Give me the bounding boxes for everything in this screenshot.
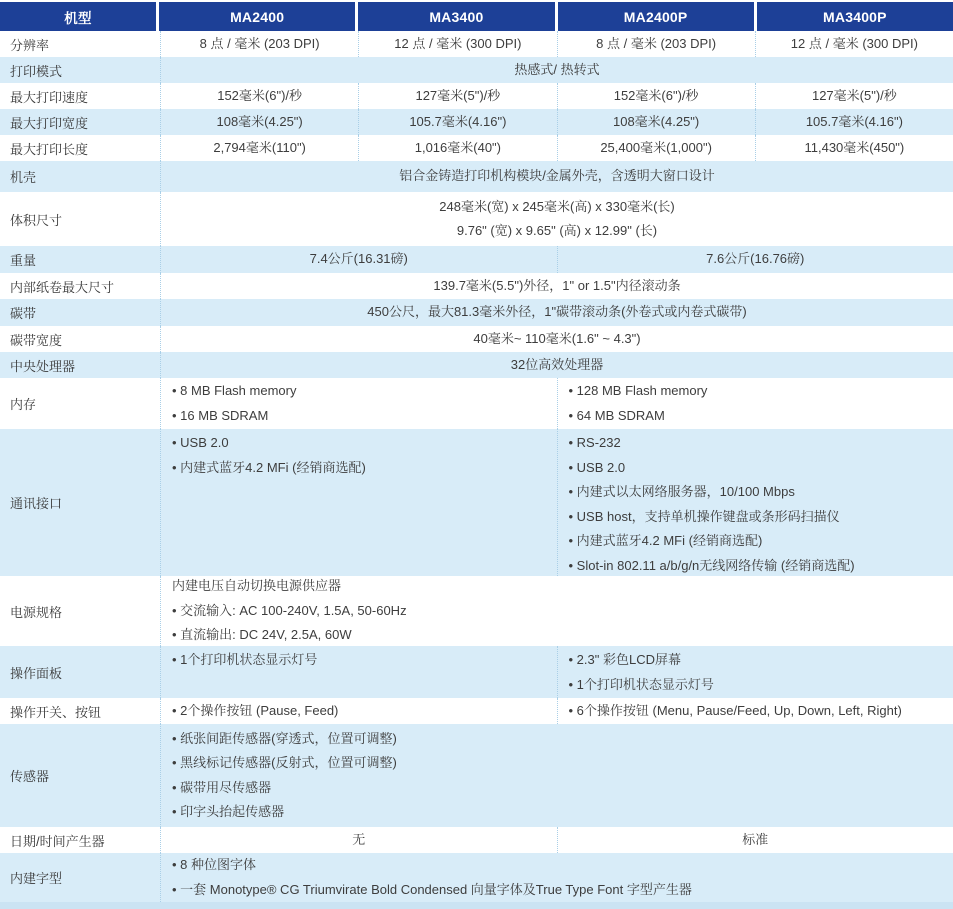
cell-line: • 内建式以太网络服务器，10/100 Mbps [568, 484, 795, 499]
row-label: 通讯接口 [10, 496, 63, 511]
cell-line: 105.7毫米(4.16") [409, 113, 507, 129]
spec-cell [160, 246, 557, 273]
cell-line: 8 点 / 毫米 (203 DPI) [199, 35, 320, 51]
spec-cell [755, 83, 953, 109]
cell-line: • 8 种位图字体 [172, 857, 257, 872]
header-cell-model-label: 机型 [0, 2, 156, 31]
cell-line: 248毫米(宽) x 245毫米(高) x 330毫米(长) [439, 198, 675, 214]
spec-cell [160, 352, 953, 378]
spec-cell [160, 192, 953, 246]
cell-line: 铝合金铸造打印机构模块/金属外壳，含透明大窗口设计 [399, 168, 715, 184]
spec-cell [160, 299, 953, 326]
cell-line: 2,794毫米(110") [213, 139, 306, 155]
spec-cell [358, 31, 556, 57]
cell-line: 内建电压自动切换电源供应器 [172, 578, 342, 594]
cell-line: • USB 2.0 [172, 435, 229, 450]
spec-cell [755, 31, 953, 57]
cell-line: 7.4公斤(16.31磅) [309, 251, 408, 267]
row-label: 内存 [10, 397, 37, 412]
row-label: 碳带 [10, 306, 37, 321]
spec-cell [358, 109, 556, 135]
table-row [0, 724, 953, 827]
spec-cell [557, 109, 755, 135]
table-row [0, 378, 953, 429]
table-row [0, 192, 953, 246]
spec-cell [160, 83, 358, 109]
spec-cell [160, 161, 953, 192]
cell-line: 152毫米(6")/秒 [613, 87, 699, 103]
spec-cell [160, 326, 953, 352]
spec-cell [755, 109, 953, 135]
cell-line: • 直流输出: DC 24V, 2.5A, 60W [172, 627, 352, 643]
spec-cell [160, 853, 953, 902]
cell-line: 25,400毫米(1,000") [600, 139, 712, 155]
cell-line: 108毫米(4.25") [612, 113, 700, 129]
cell-line: • 碳带用尽传感器 [172, 779, 272, 795]
cell-line: 127毫米(5")/秒 [811, 87, 897, 103]
row-label: 分辨率 [10, 37, 50, 53]
cell-line: 9.76" (宽) x 9.65" (高) x 12.99" (长) [456, 223, 658, 238]
row-label: 碳带宽度 [10, 332, 63, 348]
row-label: 内部纸卷最大尺寸 [10, 279, 115, 295]
spec-cell [358, 83, 556, 109]
header-cell-ma3400: MA3400 [358, 2, 554, 31]
spec-cell [160, 429, 557, 576]
table-row [0, 31, 953, 57]
cell-line: 热感式/ 热转式 [514, 61, 600, 77]
cell-line: 450公尺，最大81.3毫米外径，1"碳带滚动条(外卷式或内卷式碳带) [367, 304, 747, 320]
table-row [0, 135, 953, 161]
cell-line: 12 点 / 毫米 (300 DPI) [790, 35, 918, 51]
row-label: 操作面板 [10, 665, 63, 681]
table-row [0, 57, 953, 83]
row-label: 最大打印宽度 [10, 115, 89, 131]
table-row [0, 576, 953, 646]
row-label: 内建字型 [10, 871, 63, 886]
cell-line: 127毫米(5")/秒 [415, 87, 501, 103]
cell-line: 7.6公斤(16.76磅) [706, 251, 805, 267]
table-row [0, 853, 953, 902]
header-cell-ma2400: MA2400 [159, 2, 355, 31]
cell-line: 8 点 / 毫米 (203 DPI) [596, 35, 717, 51]
cell-line: • Slot-in 802.11 a/b/g/n无线网络传输 (经销商选配) [568, 557, 855, 573]
cell-line: • 128 MB Flash memory [568, 383, 708, 398]
row-label: 传感器 [10, 769, 50, 784]
table-row [0, 646, 953, 698]
spec-table-body [0, 31, 953, 902]
cell-line: 无 [352, 831, 366, 847]
cell-line: • 64 MB SDRAM [568, 407, 665, 423]
cell-line: • 1个打印机状态显示灯号 [172, 652, 318, 667]
spec-cell [557, 698, 953, 724]
table-bottom-bar [0, 902, 953, 909]
row-label: 电源规格 [10, 604, 63, 620]
spec-cell [557, 246, 953, 273]
cell-line: • 内建式蓝牙4.2 MFi (经销商选配) [568, 533, 763, 548]
table-row [0, 161, 953, 192]
table-row [0, 109, 953, 135]
row-label: 打印模式 [10, 63, 63, 79]
spec-cell [160, 273, 953, 299]
cell-line: 40毫米~ 110毫米(1.6" ~ 4.3") [473, 330, 641, 346]
spec-cell [358, 135, 556, 161]
cell-line: • 黑线标记传感器(反射式，位置可调整) [172, 755, 397, 770]
table-row [0, 83, 953, 109]
cell-line: • 纸张间距传感器(穿透式，位置可调整) [172, 730, 397, 746]
cell-line: • 16 MB SDRAM [172, 407, 269, 423]
spec-cell [160, 698, 557, 724]
cell-line: 32位高效处理器 [510, 356, 604, 372]
spec-cell [160, 576, 953, 646]
table-row [0, 273, 953, 299]
cell-line: • USB host，支持单机操作键盘或条形码扫描仪 [568, 508, 840, 524]
cell-line: • RS-232 [568, 435, 621, 450]
header-cell-ma2400p: MA2400P [558, 2, 754, 31]
spec-cell [755, 135, 953, 161]
cell-line: 12 点 / 毫米 (300 DPI) [394, 35, 522, 51]
table-header [0, 2, 953, 31]
cell-line: 标准 [742, 831, 769, 847]
cell-line: • 6个操作按钮 (Menu, Pause/Feed, Up, Down, Left, Right) [568, 702, 902, 718]
cell-line: 105.7毫米(4.16") [805, 113, 903, 129]
table-row [0, 352, 953, 378]
row-label: 操作开关、按钮 [10, 704, 102, 720]
spec-cell [160, 57, 953, 83]
cell-line: • 8 MB Flash memory [172, 383, 297, 398]
table-row [0, 429, 953, 576]
cell-line: 152毫米(6")/秒 [217, 87, 303, 103]
spec-cell [160, 135, 358, 161]
table-row [0, 326, 953, 352]
spec-cell [160, 109, 358, 135]
row-label: 中央处理器 [10, 358, 76, 374]
table-row [0, 827, 953, 853]
cell-line: • 一套 Monotype® CG Triumvirate Bold Condensed 向量字体及True Type Font 字型产生器 [172, 881, 692, 897]
table-row [0, 246, 953, 273]
spec-cell [557, 429, 953, 576]
cell-line: • 1个打印机状态显示灯号 [568, 676, 714, 692]
spec-cell [557, 378, 953, 429]
spec-cell [160, 646, 557, 698]
row-label: 日期/时间产生器 [10, 833, 105, 849]
cell-line: • 内建式蓝牙4.2 MFi (经销商选配) [172, 459, 366, 475]
cell-line: 108毫米(4.25") [216, 113, 303, 129]
row-label: 最大打印长度 [10, 141, 89, 157]
row-label: 体积尺寸 [10, 212, 63, 228]
cell-line: • 2个操作按钮 (Pause, Feed) [172, 702, 339, 718]
header-cell-ma3400p: MA3400P [757, 2, 953, 31]
cell-line: 139.7毫米(5.5")外径，1" or 1.5"内径滚动条 [433, 277, 681, 293]
cell-line: 1,016毫米(40") [414, 139, 501, 155]
cell-line: 11,430毫米(450") [804, 139, 905, 155]
spec-cell [160, 31, 358, 57]
spec-cell [160, 827, 557, 853]
row-label: 最大打印速度 [10, 89, 89, 105]
spec-cell [557, 135, 755, 161]
spec-cell [557, 827, 953, 853]
table-row [0, 698, 953, 724]
table-row [0, 299, 953, 326]
row-label: 机壳 [10, 170, 37, 185]
spec-cell [160, 378, 557, 429]
cell-line: • 印字头抬起传感器 [172, 804, 285, 819]
spec-cell [557, 31, 755, 57]
spec-cell [557, 646, 953, 698]
spec-cell [557, 83, 755, 109]
row-label: 重量 [10, 253, 37, 268]
spec-cell [160, 724, 953, 827]
cell-line: • 交流输入: AC 100-240V, 1.5A, 50-60Hz [172, 602, 407, 618]
cell-line: • USB 2.0 [568, 459, 626, 475]
cell-line: • 2.3" 彩色LCD屏幕 [568, 652, 681, 667]
